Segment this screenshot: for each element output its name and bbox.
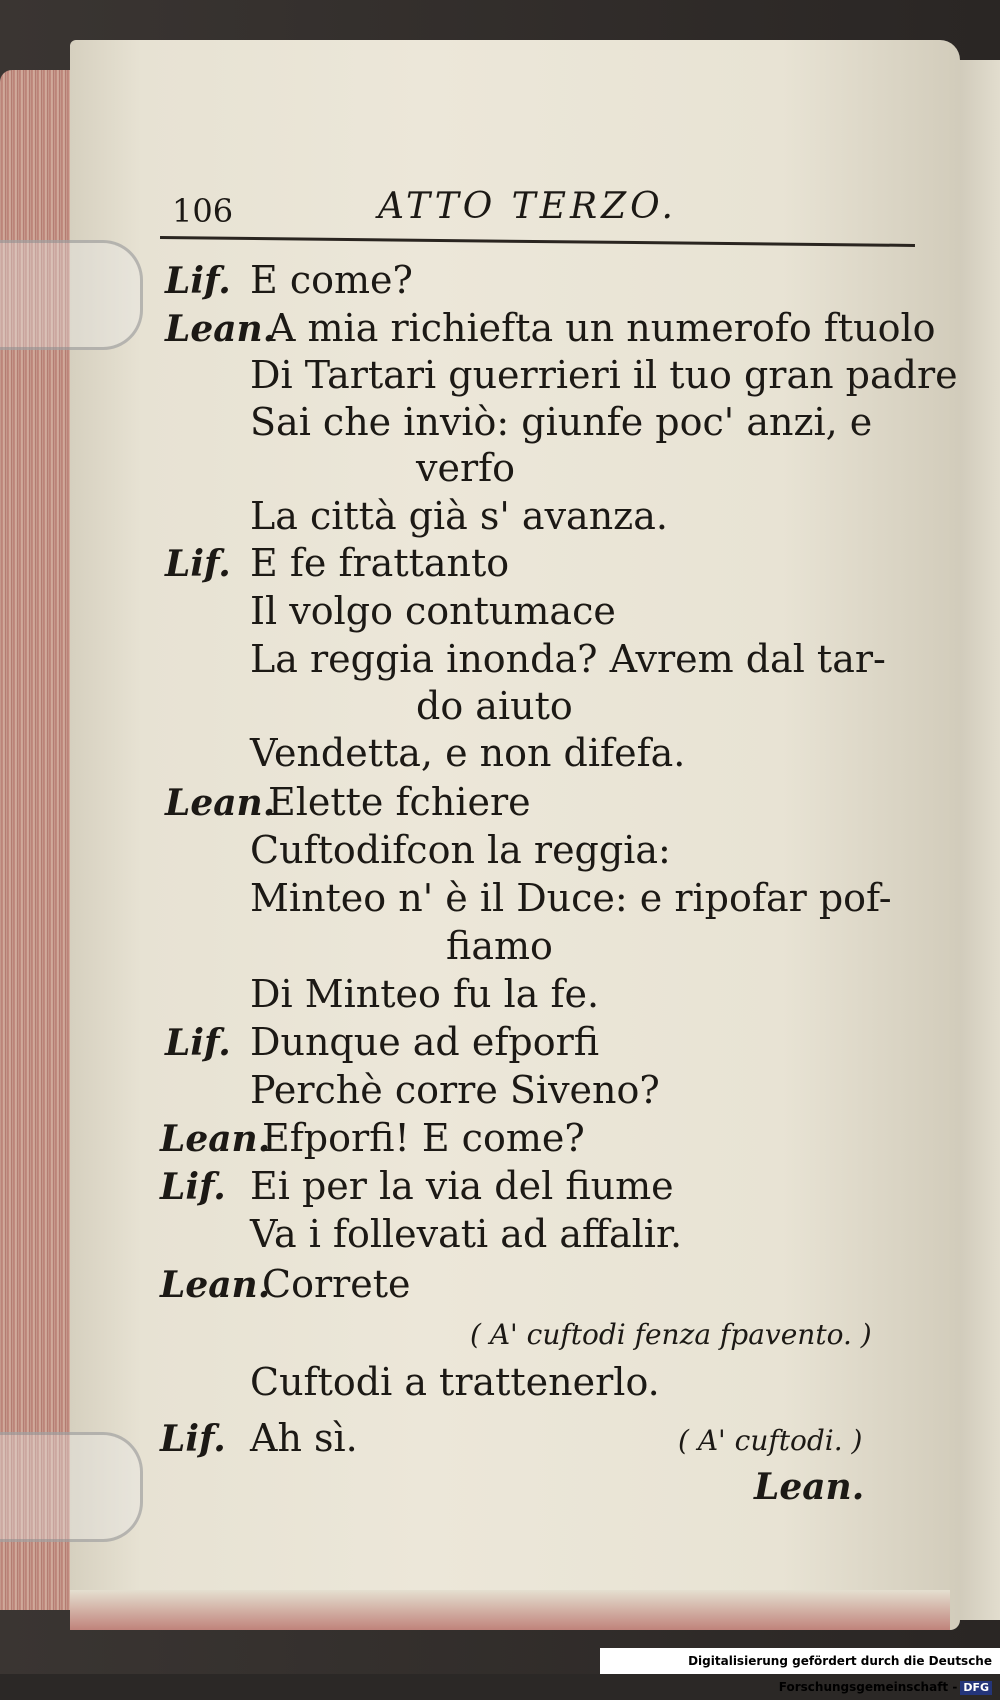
verse-text: Elette fchiere: [268, 780, 531, 824]
verse-text: Ah sì.: [250, 1416, 358, 1460]
verse-text: Correte: [262, 1262, 411, 1306]
verse-text: verfo: [416, 446, 516, 490]
speaker-label: Lean.: [165, 782, 276, 824]
verse-line: [165, 780, 275, 824]
verse-text: La città già s' avanza.: [250, 494, 668, 538]
verse-text: Dunque ad efporfi: [250, 1020, 600, 1064]
verse-line: [160, 1164, 226, 1208]
verse-line: [165, 258, 231, 302]
verse-text: Minteo n' è il Duce: e ripofar pof-: [250, 876, 892, 920]
running-header: ATTO TERZO.: [378, 186, 677, 227]
verse-text: Sai che inviò: giunfe poc' anzi, e: [250, 400, 873, 444]
verse-text: Vendetta, e non difefa.: [250, 731, 686, 775]
verse-text: E fe frattanto: [250, 541, 510, 585]
verse-text: Va i follevati ad affalir.: [250, 1212, 683, 1256]
verse-text: Cuftodifcon la reggia:: [250, 828, 671, 872]
verse-text: Ei per la via del fiume: [250, 1164, 674, 1208]
speaker-label: Lif.: [165, 260, 231, 302]
verse-text: Efporfi! E come?: [262, 1116, 585, 1160]
verse-line: [165, 306, 275, 350]
speaker-label: Lif.: [160, 1166, 226, 1208]
verse-text: Di Tartari guerrieri il tuo gran padre: [250, 353, 958, 397]
verse-text: Il volgo contumace: [250, 589, 616, 633]
verse-line: [160, 1416, 226, 1460]
verse-text: E come?: [250, 258, 413, 302]
verse-text: Cuftodi a trattenerlo.: [250, 1360, 660, 1404]
catchword: Lean.: [754, 1466, 865, 1508]
stage-direction: ( A' cuftodi fenza fpavento. ): [470, 1318, 872, 1351]
verse-text: do aiuto: [416, 684, 573, 728]
verse-line: [165, 541, 231, 585]
verse-text: Perchè corre Siveno?: [250, 1068, 660, 1112]
verse-text: Di Minteo fu la fe.: [250, 972, 600, 1016]
verse-line: [160, 1116, 270, 1160]
digitization-credit: [600, 1648, 1000, 1694]
stage-direction: ( A' cuftodi. ): [678, 1424, 863, 1457]
verse-text: A mia richiefta un numerofo ftuolo: [268, 306, 936, 350]
verse-text: fiamo: [446, 924, 553, 968]
speaker-label: Lean.: [160, 1264, 271, 1306]
speaker-label: Lean.: [160, 1118, 271, 1160]
verse-line: [165, 1020, 231, 1064]
page-number: 106: [172, 192, 234, 230]
verse-line: [160, 1262, 270, 1306]
speaker-label: Lif.: [165, 543, 231, 585]
speaker-label: Lif.: [165, 1022, 231, 1064]
credit-text: Digitalisierung gefördert durch die Deutsche Forschungsgemeinschaft -: [688, 1654, 992, 1694]
dfg-logo: DFG: [960, 1681, 992, 1695]
header-rule: [160, 236, 915, 247]
verse-text: La reggia inonda? Avrem dal tar-: [250, 637, 886, 681]
speaker-label: Lean.: [165, 308, 276, 350]
speaker-label: Lif.: [160, 1418, 226, 1460]
